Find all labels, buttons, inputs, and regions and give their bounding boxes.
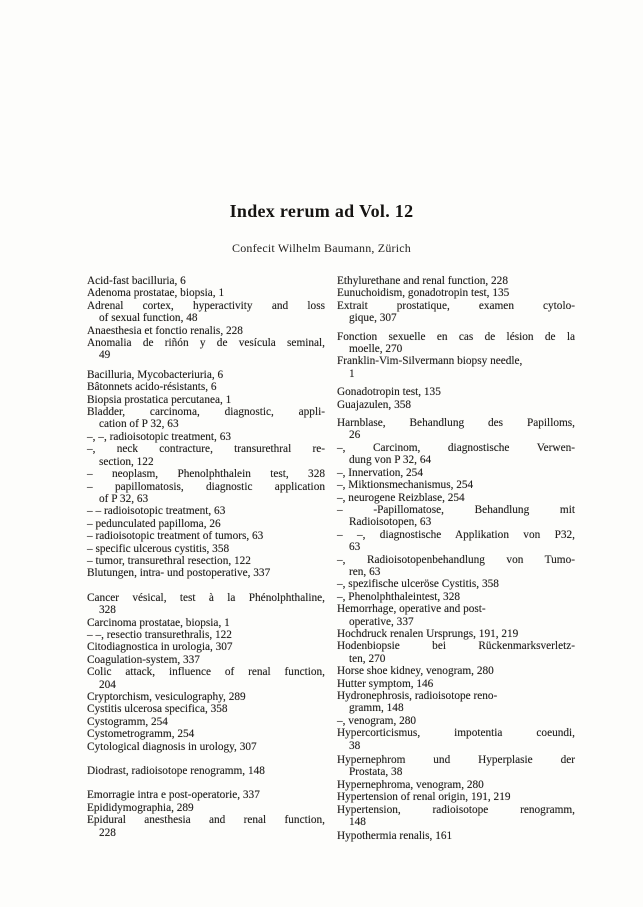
- index-line: –, neurogene Reizblase, 254: [337, 491, 465, 504]
- index-line: Cystogramm, 254: [87, 715, 168, 728]
- index-line: Ethylurethane and renal function, 228: [337, 275, 508, 287]
- index-line: Epididymographia, 289: [87, 801, 194, 814]
- index-line: Guajazulen, 358: [337, 398, 412, 411]
- index-line: – pedunculated papilloma, 26: [87, 517, 221, 530]
- index-line: –, –, radioisotopic treatment, 63: [87, 430, 232, 443]
- index-line: – –, resectio transurethralis, 122: [87, 628, 232, 641]
- index-line: – -Papillomatose, Behandlung mit: [337, 503, 575, 516]
- index-entry-group: [337, 331, 575, 381]
- index-line: operative, 337: [349, 615, 414, 628]
- index-line: Biopsia prostatica percutanea, 1: [87, 393, 232, 406]
- index-line: Acid-fast bacilluria, 6: [87, 275, 186, 287]
- index-line: Bacilluria, Mycobacteriuria, 6: [87, 368, 224, 381]
- index-entry-group: [87, 369, 325, 580]
- index-entry-group: [87, 275, 325, 362]
- index-line: Anaesthesia et fonctio renalis, 228: [87, 324, 243, 337]
- index-line: 1: [349, 367, 355, 380]
- index-line: – specific ulcerous cystitis, 358: [87, 542, 230, 555]
- index-entry-group: [337, 275, 575, 325]
- index-line: Emorragie intra e post-operatorie, 337: [87, 789, 260, 802]
- index-entry-group: [87, 789, 325, 839]
- index-line: 63: [349, 541, 361, 554]
- index-line: of P 32, 63: [99, 492, 149, 505]
- index-line: –, neck contracture, transurethral re-: [87, 443, 325, 456]
- index-line: Colic attack, influence of renal function,: [87, 666, 325, 679]
- index-line: –, Radioisotopenbehandlung von Tumo-: [337, 553, 575, 566]
- index-line: Hypothermia renalis, 161: [337, 830, 453, 843]
- index-line: Bladder, carcinoma, diagnostic, appli-: [87, 406, 325, 419]
- index-line: ren, 63: [349, 565, 381, 578]
- index-line: moelle, 270: [349, 343, 403, 356]
- index-line: dung von P 32, 64: [349, 454, 432, 467]
- index-line: Hypertension of renal origin, 191, 219: [337, 791, 511, 804]
- index-line: Radioisotopen, 63: [349, 516, 432, 529]
- page-subtitle: Confecit Wilhelm Baumann, Zürich: [232, 241, 411, 255]
- index-line: 228: [99, 826, 116, 839]
- index-line: Prostata, 38: [349, 766, 403, 779]
- index-line: 49: [99, 349, 111, 362]
- index-entry-group: [337, 417, 575, 752]
- index-line: Cytological diagnosis in urology, 307: [87, 740, 257, 753]
- index-line: Adenoma prostatae, biopsia, 1: [87, 287, 225, 300]
- index-line: –, venogram, 280: [337, 714, 417, 727]
- index-line: Hypernephroma, venogram, 280: [337, 778, 484, 791]
- index-line: – radioisotopic treatment of tumors, 63: [87, 530, 264, 543]
- index-line: gique, 307: [349, 312, 397, 325]
- index-line: Citodiagnostica in urologia, 307: [87, 641, 233, 654]
- index-line: Harnblase, Behandlung des Papilloms,: [337, 417, 575, 430]
- index-line: 26: [349, 429, 361, 442]
- index-line: Extrait prostatique, examen cytolo-: [337, 299, 575, 312]
- index-line: Cancer vésical, test à la Phénolphthaline,: [87, 591, 325, 604]
- index-line: section, 122: [99, 455, 154, 468]
- left-column: [87, 275, 325, 843]
- index-line: Carcinoma prostatae, biopsia, 1: [87, 616, 230, 629]
- index-line: Adrenal cortex, hyperactivity and loss: [87, 299, 325, 312]
- index-line: –, Phenolphthaleintest, 328: [337, 590, 460, 603]
- index-line: Fonction sexuelle en cas de lésion de la: [337, 330, 575, 343]
- index-line: Cystometrogramm, 254: [87, 728, 195, 741]
- index-line: ten, 270: [349, 652, 386, 665]
- index-line: of sexual function, 48: [99, 312, 198, 325]
- index-line: – papillomatosis, diagnostic application: [87, 480, 325, 493]
- index-line: Coagulation-system, 337: [87, 653, 200, 666]
- index-line: –, spezifische ulceröse Cystitis, 358: [337, 578, 499, 591]
- index-line: 328: [99, 604, 116, 617]
- index-line: Hutter symptom, 146: [337, 677, 434, 690]
- index-line: Anomalia de riñón y de vesícula seminal,: [87, 337, 325, 350]
- index-line: 204: [99, 678, 116, 691]
- index-line: Hodenbiopsie bei Rückenmarksverletz-: [337, 640, 575, 653]
- index-line: Hypercorticismus, impotentia coeundi,: [337, 727, 575, 740]
- index-line: Epidural anesthesia and renal function,: [87, 814, 325, 827]
- index-entry-group: [337, 386, 575, 411]
- index-line: Hochdruck renalen Ursprungs, 191, 219: [337, 627, 519, 640]
- index-line: – – radioisotopic treatment, 63: [87, 505, 226, 518]
- index-line: – –, diagnostische Applikation von P32,: [337, 528, 575, 541]
- index-line: 38: [349, 739, 361, 752]
- index-line: – neoplasm, Phenolphthalein test, 328: [87, 468, 325, 481]
- index-entry-group: [87, 765, 325, 777]
- index-entry-group: [337, 754, 575, 828]
- index-line: Gonadotropin test, 135: [337, 386, 441, 399]
- index-line: Cryptorchism, vesiculography, 289: [87, 691, 246, 703]
- index-line: Diodrast, radioisotope renogramm, 148: [87, 765, 265, 778]
- index-line: Hypernephrom und Hyperplasie der: [337, 754, 575, 767]
- index-line: Eunuchoidism, gonadotropin test, 135: [337, 287, 510, 300]
- index-line: –, Miktionsmechanismus, 254: [337, 479, 474, 492]
- index-line: Cystitis ulcerosa specifica, 358: [87, 703, 228, 716]
- index-line: – tumor, transurethral resection, 122: [87, 554, 251, 567]
- right-column: [337, 275, 575, 843]
- index-entry-group: [337, 830, 575, 842]
- index-columns: [87, 275, 579, 843]
- index-line: gramm, 148: [349, 702, 404, 715]
- index-line: cation of P 32, 63: [99, 418, 179, 431]
- index-line: Hydronephrosis, radioisotope reno-: [337, 690, 498, 702]
- index-line: Horse shoe kidney, venogram, 280: [337, 665, 494, 678]
- index-line: –, Innervation, 254: [337, 466, 423, 479]
- index-line: Hypertension, radioisotope renogramm,: [337, 803, 575, 816]
- index-line: Hemorrhage, operative and post-: [337, 603, 486, 616]
- page-title: Index rerum ad Vol. 12: [229, 201, 414, 221]
- index-line: 148: [349, 816, 366, 829]
- index-line: Blutungen, intra- und postoperative, 337: [87, 567, 271, 580]
- index-line: Franklin-Vim-Silvermann biopsy needle,: [337, 355, 523, 368]
- index-line: Bâtonnets acido-résistants, 6: [87, 381, 217, 394]
- index-entry-group: [87, 592, 325, 753]
- index-line: –, Carcinom, diagnostische Verwen-: [337, 441, 575, 454]
